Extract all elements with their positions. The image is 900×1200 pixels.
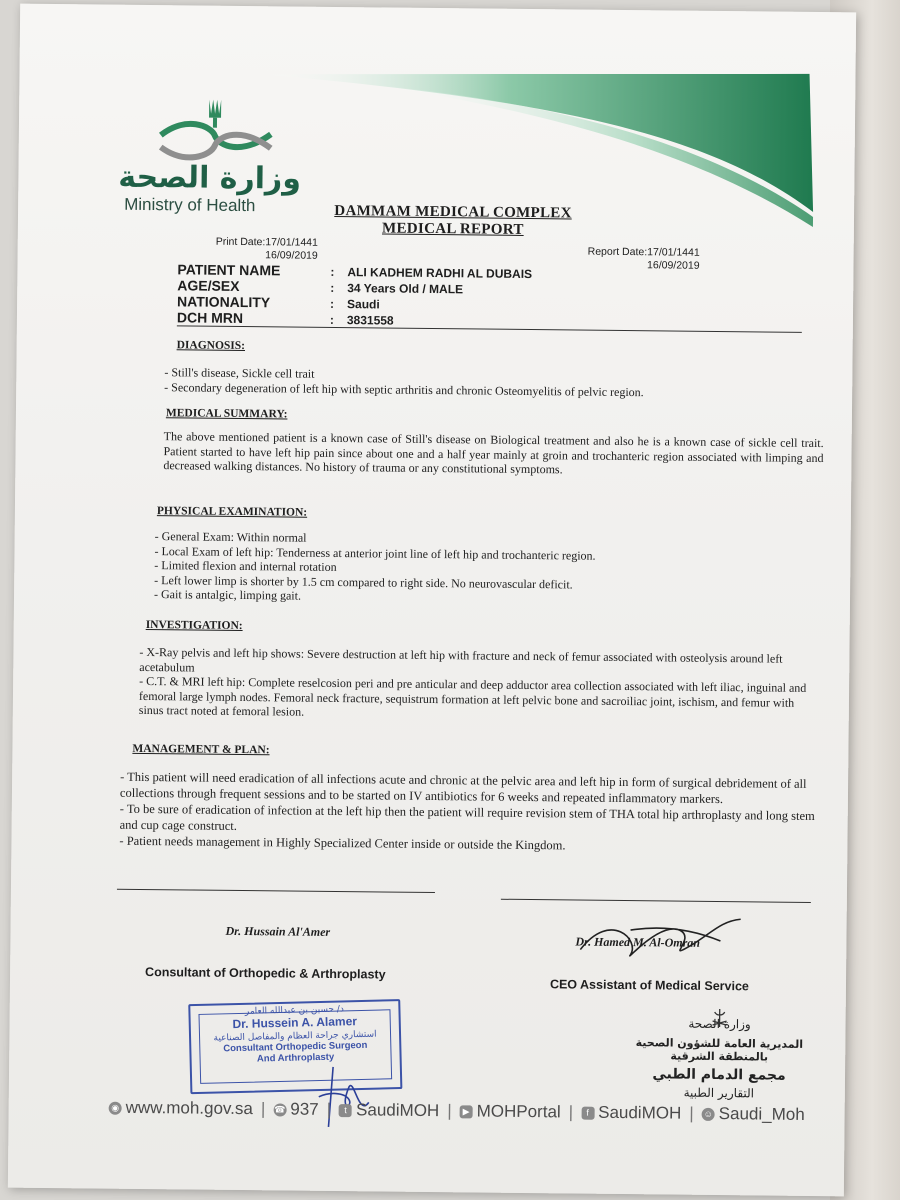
report-title-line2: MEDICAL REPORT: [381, 220, 524, 238]
report-title-line1: DAMMAM MEDICAL COMPLEX: [334, 202, 572, 222]
print-date: [216, 236, 318, 263]
footer-twitter: [339, 1100, 439, 1121]
list-item: - C.T. & MRI left hip: Complete reselcosion peri and pre anticular and deep adductor area collection associated with left iliac, inguinal and femoral large lymph nodes. Femoral neck fracture, sequistrum formation at left pelvic bone and sacroiliac joint, ischism, and femur with sinus tract noted at femoral lesion.: [138, 673, 807, 719]
footer-separator: |: [568, 1102, 574, 1122]
doctor-title-left: Consultant of Orthopedic & Arthroplasty: [145, 965, 386, 982]
snapchat-icon: ☺: [702, 1107, 715, 1120]
stamp-arabic-title: استشاري جراحة العظام والمفاصل الصناعية: [213, 1029, 377, 1044]
footer-phone: [273, 1099, 319, 1119]
handwritten-signature-left: [298, 1047, 379, 1138]
management-list: [119, 769, 820, 856]
list-item: - Limited flexion and internal rotation: [154, 558, 337, 574]
signature-line-left: [117, 889, 435, 893]
report-date-hijri: Report Date:17/01/1441: [587, 245, 700, 259]
stamp-arabic-name: د/ حسين بن عبدالله العامر: [244, 1004, 345, 1017]
list-item: - X-Ray pelvis and left hip shows: Severe destruction at left hip with fracture and neck of femur associated with osteolysis around left acetabulum: [139, 644, 783, 675]
facebook-icon: f: [581, 1106, 594, 1119]
stamp-title-line1: Consultant Orthopedic Surgeon: [223, 1039, 368, 1055]
patient-field-value: Saudi: [347, 297, 380, 312]
stamp-complex-text: مجمع الدمام الطبي: [652, 1066, 786, 1084]
patient-field-value: 3831558: [346, 313, 394, 328]
stamp-department-text: التقارير الطبية: [683, 1085, 755, 1101]
footer-separator: |: [260, 1099, 266, 1119]
logo-arabic-text: وزارة الصحة: [118, 159, 302, 197]
colon: :: [329, 312, 335, 327]
patient-info-table: [177, 261, 803, 333]
print-date-gregorian: 16/09/2019: [265, 249, 318, 262]
list-item: - Patient needs management in Highly Specialized Center inside or outside the Kingdom.: [119, 833, 566, 853]
footer-youtube-text: MOHPortal: [476, 1101, 561, 1122]
footer-youtube: [460, 1101, 561, 1122]
footer-phone-text: 937: [290, 1099, 319, 1119]
diagnosis-heading: DIAGNOSIS:: [176, 339, 246, 353]
doctor-title-right: CEO Assistant of Medical Service: [549, 977, 749, 994]
footer-snapchat-text: Saudi_Moh: [718, 1104, 805, 1124]
list-item: - General Exam: Within normal: [154, 529, 307, 545]
medical-summary-heading: MEDICAL SUMMARY:: [165, 407, 288, 421]
report-date-gregorian: 16/09/2019: [646, 259, 700, 272]
footer-website-text: www.moh.gov.sa: [125, 1097, 253, 1119]
investigation-list: [139, 645, 812, 725]
stamp-directorate-text: المديرية العامة للشؤون الصحية بالمنطقة الشرقية: [635, 1036, 804, 1064]
patient-field-label: PATIENT NAME: [177, 261, 281, 279]
print-date-hijri: Print Date:17/01/1441: [215, 235, 318, 249]
medical-summary-text: The above mentioned patient is a known case of Still's disease on Biological treatment and also he is a known case of sickle cell trait. Patient started to have left hip pain since about one and a half year mainly at groin and trochanteric region associated with limping and decreased walking distances. No history of trauma or any constitutional symptoms.: [163, 429, 824, 477]
twitter-icon: t: [339, 1104, 352, 1117]
doctor-name-right: Dr. Hamed M. Al-Omran: [575, 934, 701, 950]
stamp-english-name: Dr. Hussein A. Alamer: [232, 1014, 358, 1032]
colon: :: [330, 296, 335, 311]
patient-field-value: 34 Years Old / MALE: [347, 281, 464, 297]
patient-field-label: AGE/SEX: [177, 277, 240, 294]
list-item: - To be sure of eradication of infection at the left hip then the patient will require revision stem of THA total hip arthroplasty and long stem and cup cage construct.: [119, 801, 815, 833]
footer-twitter-text: SaudiMOH: [356, 1100, 440, 1121]
colon: :: [330, 264, 335, 279]
footer-facebook-text: SaudiMOH: [598, 1102, 682, 1123]
globe-icon: ◉: [109, 1101, 122, 1114]
patient-field-label: DCH MRN: [176, 309, 244, 327]
list-item: - Left lower limp is shorter by 1.5 cm compared to right side. No neurovascular deficit.: [154, 572, 573, 591]
doctor-name-left: Dr. Hussain Al'Amer: [225, 923, 331, 939]
moh-logo-icon: [131, 95, 302, 167]
footer-separator: |: [689, 1103, 694, 1123]
logo-english-text: Ministry of Health: [124, 194, 256, 216]
official-stamp: [613, 1004, 826, 1106]
footer-snapchat: [702, 1104, 805, 1125]
stamp-title-line2: And Arthroplasty: [256, 1051, 335, 1065]
saudi-emblem-icon: [709, 1007, 731, 1029]
list-item: - Local Exam of left hip: Tenderness at anterior joint line of left hip and trochanteric region.: [154, 543, 596, 563]
physical-exam-heading: PHYSICAL EXAMINATION:: [156, 505, 308, 519]
footer-facebook: [581, 1103, 681, 1124]
stamp-ministry-text: وزارة الصحة: [688, 1016, 751, 1032]
patient-field-value: ALI KADHEM RADHI AL DUBAIS: [347, 265, 533, 282]
colon: :: [330, 280, 335, 295]
footer-separator: |: [447, 1101, 452, 1121]
diagnosis-list: [164, 365, 804, 401]
list-item: - Gait is antalgic, limping gait.: [153, 587, 302, 603]
footer-website: [109, 1098, 253, 1120]
phone-icon: ☎: [273, 1103, 286, 1116]
medical-report-page: [8, 4, 856, 1197]
footer-separator: |: [326, 1099, 332, 1119]
physical-exam-list: [154, 529, 815, 608]
patient-field-label: NATIONALITY: [177, 293, 271, 311]
list-item: - This patient will need eradication of all infections acute and chronic at the pelvic area and left hip in form of surgical debridement of all collections through frequent sessions and to be started on IV antibiotics for 6 weeks and repeated inflammatory markers.: [119, 769, 807, 807]
list-item: - Secondary degeneration of left hip with septic arthritis and chronic Osteomyelitis of pelvic region.: [164, 379, 644, 399]
report-title: [318, 203, 588, 240]
management-heading: MANAGEMENT & PLAN:: [132, 742, 270, 757]
investigation-heading: INVESTIGATION:: [145, 619, 243, 633]
list-item: - Still's disease, Sickle cell trait: [164, 365, 315, 381]
youtube-icon: ▶: [460, 1105, 473, 1118]
